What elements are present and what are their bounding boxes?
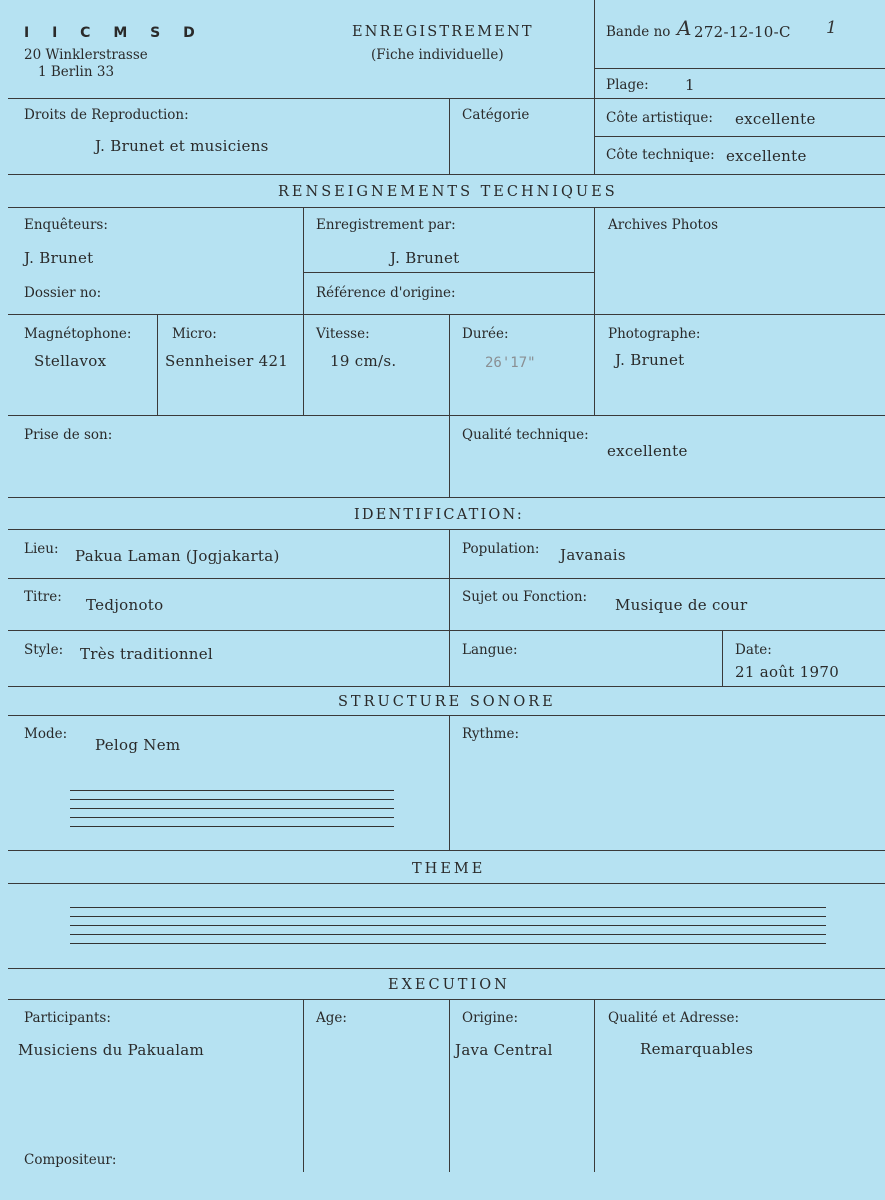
band-value: 272-12-10-C [694,23,791,41]
rule [449,98,450,174]
duree-label: Durée: [462,326,509,342]
rule [157,314,158,415]
rule [449,314,450,497]
mode-label: Mode: [24,726,68,742]
rule [8,883,885,884]
quality-address-value: Remarquables [640,1040,754,1058]
rule [8,529,885,530]
band-label: Bande no [606,24,671,40]
titre-value: Tedjonoto [86,596,164,614]
rule [303,272,594,273]
rule [594,0,595,174]
rule [449,999,450,1172]
quality-address-label: Qualité et Adresse: [608,1010,740,1026]
photographe-value: J. Brunet [615,351,685,369]
plage-label: Plage: [606,77,649,93]
rule [8,850,885,851]
lieu-label: Lieu: [24,541,59,557]
section-title-execution: EXECUTION [388,977,510,993]
mode-value: Pelog Nem [95,736,181,754]
address-line2: 1 Berlin 33 [38,64,115,80]
vitesse-label: Vitesse: [316,326,370,342]
staff-line [70,826,394,827]
rule [8,497,885,498]
staff-line [70,799,394,800]
titre-label: Titre: [24,589,62,605]
lieu-value: Pakua Laman (Jogjakarta) [75,547,280,565]
technical-rating-value: excellente [726,147,807,165]
rule [594,999,595,1172]
rule [594,136,885,137]
org-name: I I C M S D [24,25,204,41]
micro-value: Sennheiser 421 [165,352,289,370]
rule [8,98,885,99]
recorded-by-label: Enregistrement par: [316,217,456,233]
duree-value: 26'17" [485,355,536,371]
plage-value: 1 [685,76,695,94]
archives-label: Archives Photos [608,217,718,233]
rights-label: Droits de Reproduction: [24,107,189,123]
style-value: Très traditionnel [80,645,214,663]
category-label: Catégorie [462,107,530,123]
dossier-label: Dossier no: [24,285,102,301]
magnetophone-value: Stellavox [34,352,107,370]
enqueteurs-label: Enquêteurs: [24,217,108,233]
staff-line [70,925,826,926]
artistic-rating-value: excellente [735,110,816,128]
origine-label: Origine: [462,1010,519,1026]
rule [303,999,304,1172]
section-title-identification: IDENTIFICATION: [354,507,524,523]
band-suffix: 1 [826,18,837,38]
prise-de-son-label: Prise de son: [24,427,113,443]
style-label: Style: [24,642,64,658]
rule [449,529,450,686]
form-subtitle: (Fiche individuelle) [371,47,504,63]
participants-label: Participants: [24,1010,111,1026]
age-label: Age: [316,1010,347,1026]
technical-rating-label: Côte technique: [606,147,715,163]
rule [594,68,885,69]
staff-line [70,907,826,908]
compositeur-label: Compositeur: [24,1152,117,1168]
rule [8,578,885,579]
address-line1: 20 Winklerstrasse [24,47,148,63]
rule [8,630,885,631]
rule [8,314,885,315]
staff-line [70,790,394,791]
rule [594,207,595,415]
sujet-label: Sujet ou Fonction: [462,589,588,605]
recorded-by-value: J. Brunet [390,249,460,267]
section-title-structure: STRUCTURE SONORE [338,694,556,710]
section-title-theme: THEME [412,861,486,877]
rule [8,686,885,687]
photographe-label: Photographe: [608,326,701,342]
staff-line [70,916,826,917]
rule [8,415,885,416]
reference-label: Référence d'origine: [316,285,456,301]
langue-label: Langue: [462,642,518,658]
magnetophone-label: Magnétophone: [24,326,132,342]
rule [303,207,304,415]
rule [8,999,885,1000]
staff-line [70,808,394,809]
rule [722,630,723,686]
technical-quality-value: excellente [607,442,688,460]
rule [8,174,885,175]
section-title-technical: RENSEIGNEMENTS TECHNIQUES [278,184,618,200]
participants-value: Musiciens du Pakualam [18,1041,205,1059]
date-label: Date: [735,642,772,658]
form-title: ENREGISTREMENT [352,24,534,40]
origine-value: Java Central [455,1041,553,1059]
population-value: Javanais [560,546,626,564]
staff-line [70,943,826,944]
rule [8,715,885,716]
rythme-label: Rythme: [462,726,520,742]
population-label: Population: [462,541,540,557]
enqueteurs-value: J. Brunet [24,249,94,267]
sujet-value: Musique de cour [615,596,748,614]
micro-label: Micro: [172,326,217,342]
staff-line [70,934,826,935]
rights-value: J. Brunet et musiciens [95,137,269,155]
date-value: 21 août 1970 [735,663,840,681]
technical-quality-label: Qualité technique: [462,427,589,443]
vitesse-value: 19 cm/s. [330,352,397,370]
rule [8,968,885,969]
staff-line [70,817,394,818]
band-prefix: A [677,16,692,40]
rule [8,207,885,208]
rule [449,715,450,850]
artistic-rating-label: Côte artistique: [606,110,713,126]
